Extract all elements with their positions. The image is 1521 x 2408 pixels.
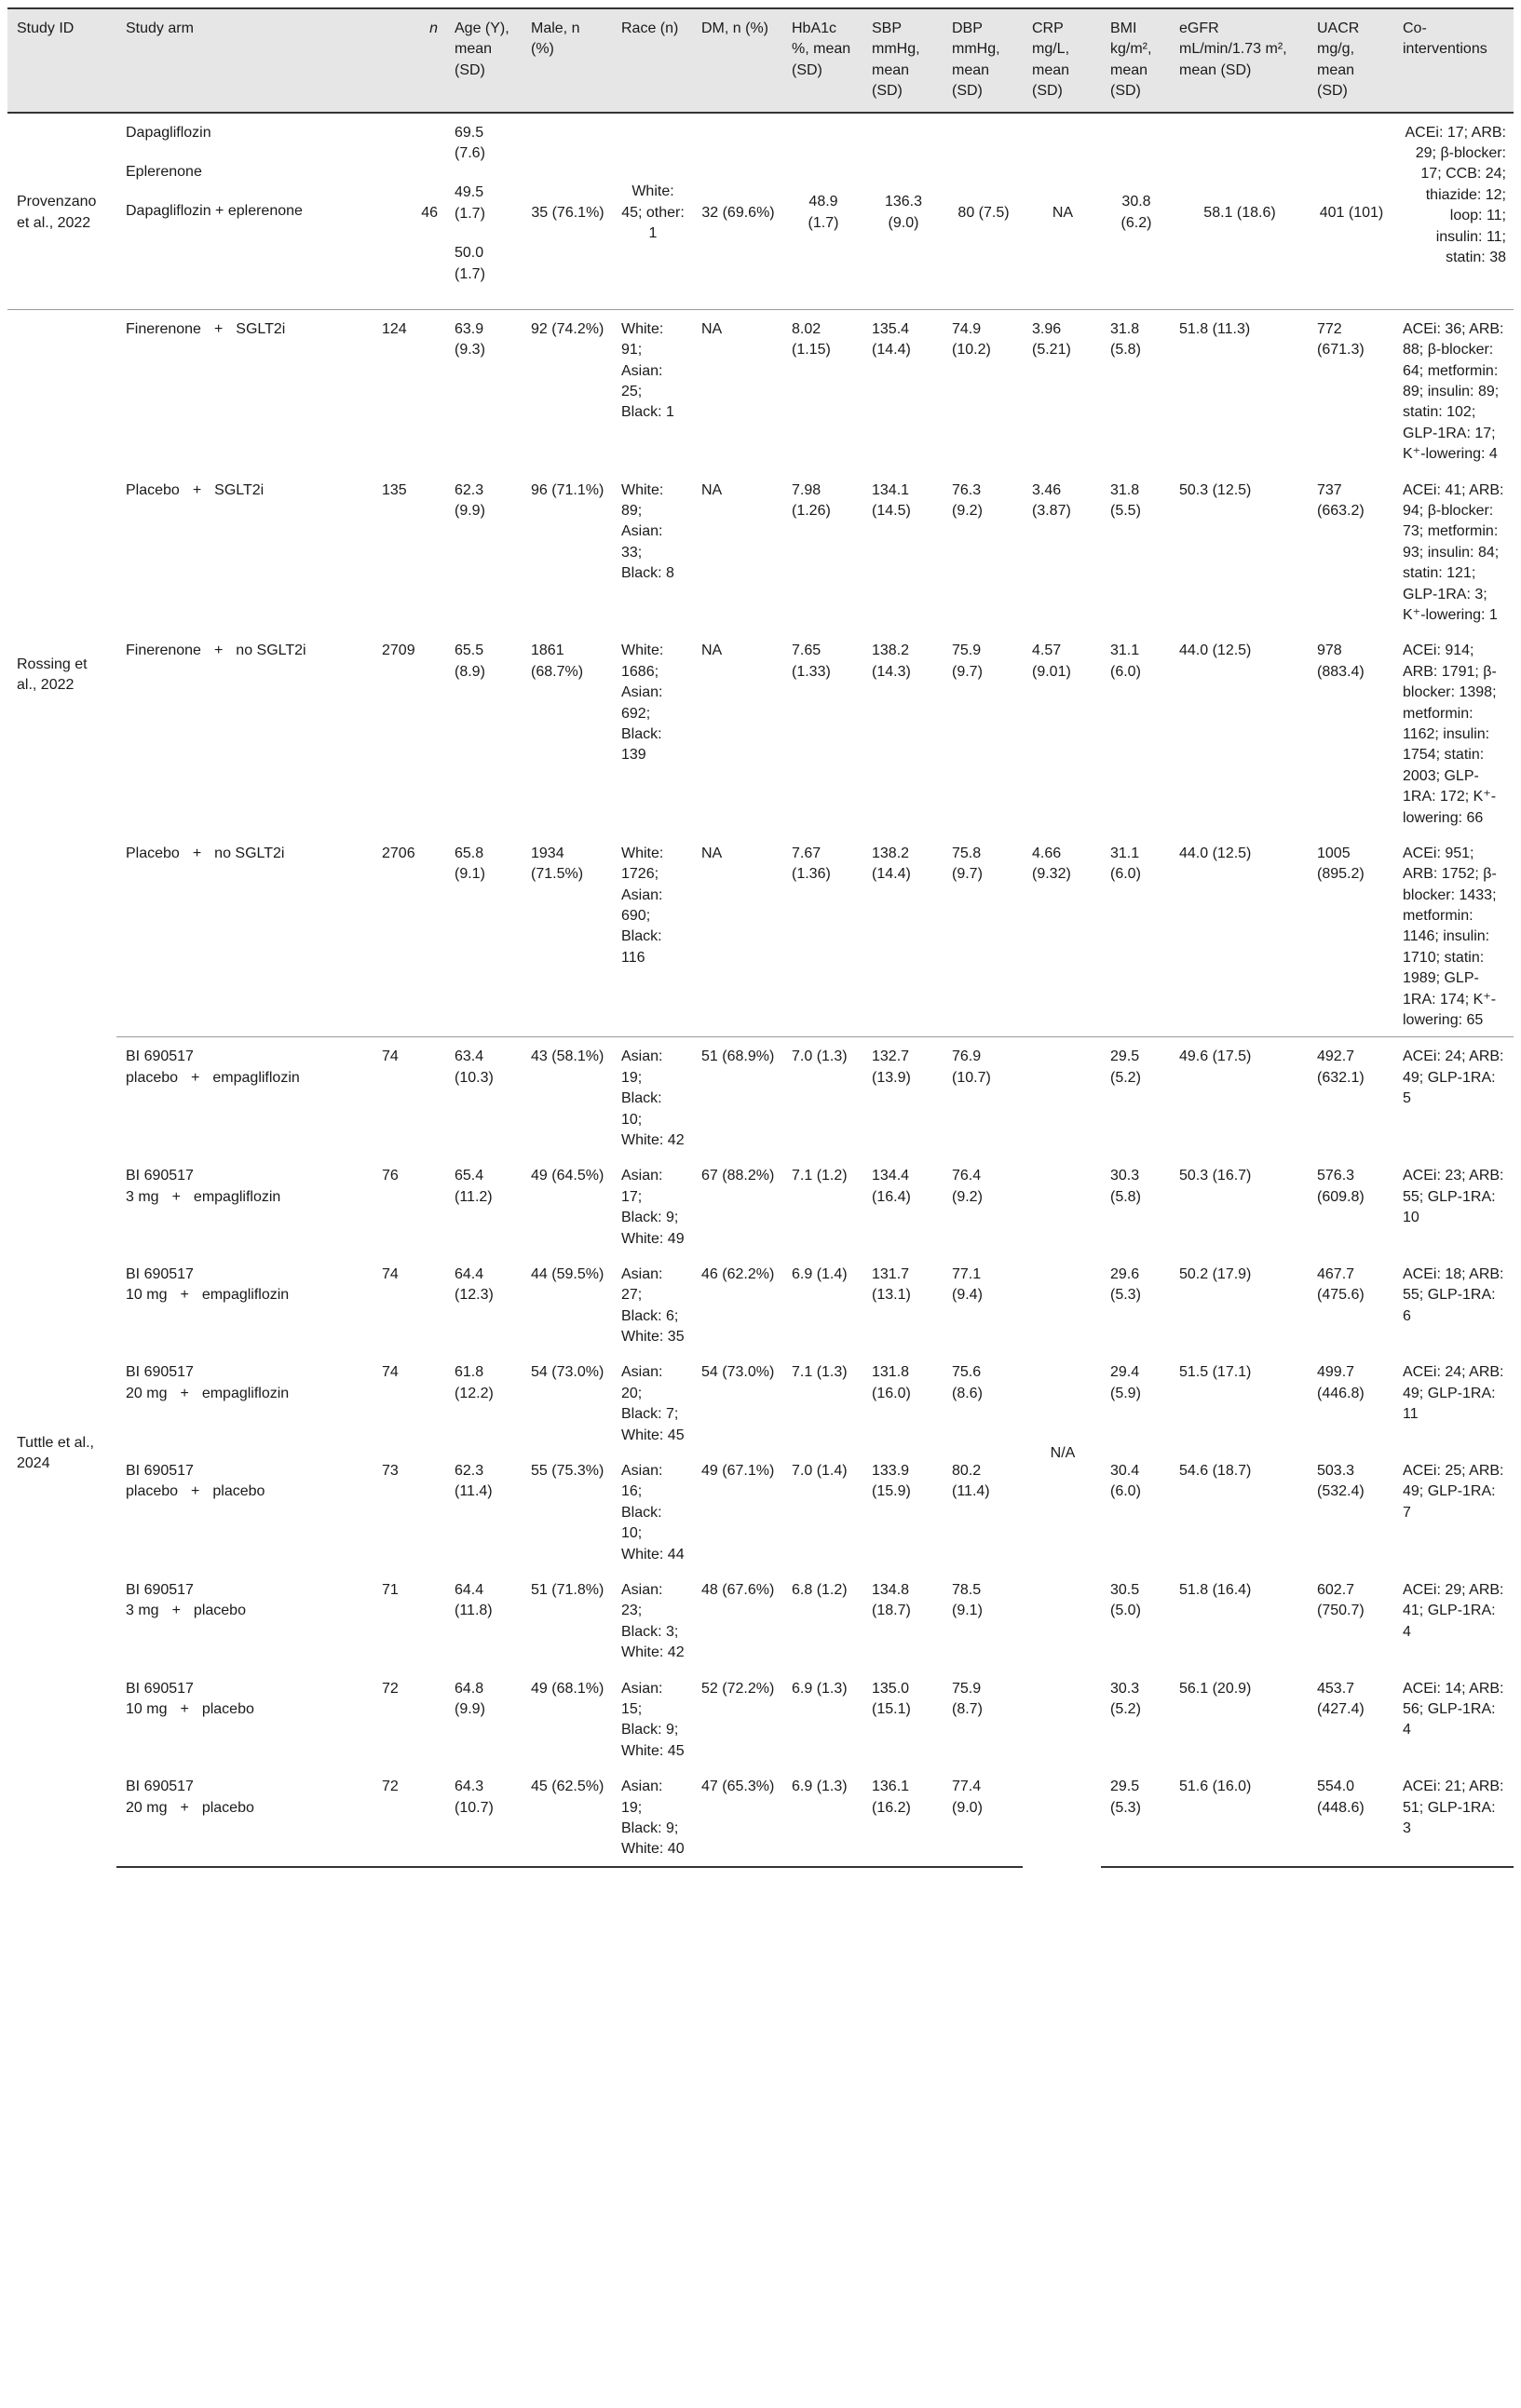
bmi-cell: 31.8 (5.8) (1110, 320, 1141, 358)
dm-cell: 49 (67.1%) (701, 1463, 775, 1480)
plus-sign: + (171, 1188, 181, 1205)
hba1c-cell: 8.02 (1.15) (792, 320, 831, 358)
hba1c-cell: 7.67 (1.36) (782, 834, 862, 1037)
bmi-cell: 31.1 (6.0) (1101, 834, 1170, 1037)
study-arm-drug: Finerenone (126, 643, 201, 659)
plus-sign: + (213, 320, 224, 337)
hba1c-cell: 6.9 (1.4) (792, 1265, 848, 1282)
hba1c-cell: 7.98 (1.26) (792, 481, 831, 520)
col-header-bmi: BMI kg/m², mean (SD) (1101, 8, 1170, 113)
uacr-cell: 453.7 (427.4) (1317, 1680, 1365, 1717)
egfr-cell: 44.0 (12.5) (1179, 643, 1252, 659)
plus-sign: + (191, 1483, 200, 1500)
study-id-cell: Provenzano et al., 2022 (7, 113, 116, 310)
bmi-cell: 29.5 (5.2) (1110, 1048, 1141, 1086)
study-arm-drug: BI 690517 (126, 1582, 194, 1598)
race-cell: White: 45; other: 1 (612, 113, 692, 310)
col-header-male: Male, n (%) (522, 8, 612, 113)
uacr-cell: 772 (671.3) (1317, 320, 1365, 358)
egfr-cell: 54.6 (18.7) (1179, 1463, 1252, 1480)
study-arm-cell (116, 834, 373, 1037)
male-cell: 1934 (71.5%) (522, 834, 612, 1037)
bmi-cell: 30.8 (6.2) (1101, 113, 1170, 310)
dm-cell: NA (701, 643, 723, 659)
age-cell: 65.8 (9.1) (445, 834, 522, 1037)
co-interventions-cell: ACEi: 25; ARB: 49; GLP-1RA: 7 (1403, 1463, 1504, 1521)
race-cell: Asian: 16; Black: 10; White: 44 (621, 1463, 685, 1562)
col-header-dbp: DBP mmHg, mean (SD) (943, 8, 1023, 113)
dbp-cell: 74.9 (10.2) (952, 320, 991, 358)
bmi-cell: 31.8 (5.5) (1110, 481, 1141, 520)
n-cell: 72 (373, 1767, 445, 1867)
sbp-cell: 136.1 (16.2) (862, 1767, 943, 1867)
crp-cell: 3.96 (5.21) (1032, 320, 1071, 358)
dbp-cell: 78.5 (9.1) (952, 1582, 983, 1619)
study-arm-cell (116, 1670, 373, 1768)
table-row (7, 1452, 1514, 1571)
egfr-cell: 58.1 (18.6) (1170, 113, 1308, 310)
uacr-cell: 737 (663.2) (1317, 481, 1365, 520)
egfr-cell: 51.8 (11.3) (1179, 320, 1251, 337)
table-row (7, 631, 1514, 834)
col-header-study-id: Study ID (7, 8, 116, 113)
hba1c-cell: 7.1 (1.2) (792, 1168, 848, 1184)
dbp-cell: 75.9 (9.7) (952, 643, 983, 680)
study-arm-dose: 10 mg (126, 1700, 168, 1717)
table-row (7, 309, 1514, 470)
study-arm-cell (116, 1157, 373, 1255)
hba1c-cell: 6.8 (1.2) (792, 1582, 848, 1598)
uacr-cell: 576.3 (609.8) (1317, 1168, 1365, 1205)
study-arm-cell (116, 113, 373, 310)
plus-sign: + (180, 1799, 189, 1816)
study-arm-dose: placebo (126, 1069, 179, 1086)
dbp-cell: 75.6 (8.6) (952, 1364, 983, 1401)
n-cell: 72 (382, 1680, 399, 1697)
hba1c-cell: 7.0 (1.3) (792, 1048, 848, 1065)
plus-sign: + (180, 1700, 189, 1717)
egfr-cell: 50.2 (17.9) (1179, 1265, 1252, 1282)
study-arm-cell (116, 1255, 373, 1354)
sbp-cell: 135.4 (14.4) (872, 320, 911, 358)
study-arm-cell (116, 1571, 373, 1670)
hba1c-cell: 7.1 (1.3) (792, 1364, 848, 1381)
n-cell: 124 (382, 320, 407, 337)
age-cell: 63.9 (9.3) (455, 320, 485, 358)
race-cell: White: 1686; Asian: 692; Black: 139 (621, 643, 664, 764)
study-arm-cell (116, 631, 373, 834)
uacr-cell: 1005 (895.2) (1308, 834, 1393, 1037)
bmi-cell: 29.4 (5.9) (1110, 1364, 1141, 1401)
sbp-cell: 134.4 (16.4) (872, 1168, 911, 1205)
age-cell: 65.5 (8.9) (455, 643, 485, 680)
dm-cell: 47 (65.3%) (692, 1767, 782, 1867)
study-arm-combo: placebo (212, 1483, 265, 1500)
bmi-cell: 30.5 (5.0) (1110, 1582, 1141, 1619)
race-cell: Asian: 19; Black: 10; White: 42 (621, 1048, 685, 1148)
co-interventions-cell: ACEi: 914; ARB: 1791; β-blocker: 1398; metformin: 1162; insulin: 1754; statin: 2003; GLP-1RA: 172; K⁺-lowering: 66 (1403, 643, 1497, 826)
dm-cell: 48 (67.6%) (701, 1582, 775, 1598)
uacr-cell: 602.7 (750.7) (1317, 1582, 1365, 1619)
co-interventions-cell: ACEi: 24; ARB: 49; GLP-1RA: 11 (1403, 1364, 1504, 1423)
study-arm-drug: BI 690517 (126, 1048, 194, 1065)
n-cell: 46 (373, 113, 445, 310)
crp-cell: 4.57 (9.01) (1032, 643, 1071, 680)
col-header-crp: CRP mg/L, mean (SD) (1023, 8, 1101, 113)
race-cell: Asian: 27; Black: 6; White: 35 (621, 1265, 685, 1346)
crp-cell: NA (1023, 113, 1101, 310)
egfr-cell: 50.3 (16.7) (1179, 1168, 1252, 1184)
co-interventions-cell: ACEi: 17; ARB: 29; β-blocker: 17; CCB: 24; thiazide: 12; loop: 11; insulin: 11; statin: 38 (1393, 113, 1514, 310)
study-arm-combo: placebo (201, 1799, 254, 1816)
co-interventions-cell: ACEi: 29; ARB: 41; GLP-1RA: 4 (1403, 1582, 1504, 1640)
n-cell: 135 (382, 481, 407, 498)
study-arm-cell (116, 1452, 373, 1571)
age-cell: 64.3 (10.7) (445, 1767, 522, 1867)
bmi-cell: 29.5 (5.3) (1101, 1767, 1170, 1867)
study-arm-cell (116, 1037, 373, 1157)
crp-cell: N/A (1050, 1445, 1076, 1462)
race-cell: Asian: 17; Black: 9; White: 49 (621, 1168, 685, 1247)
study-arm-drug: BI 690517 (126, 1364, 194, 1381)
dm-cell: NA (701, 481, 723, 498)
table-row (7, 1767, 1514, 1867)
age-item: 49.5 (1.7) (455, 184, 485, 222)
uacr-cell: 467.7 (475.6) (1317, 1265, 1365, 1304)
study-arm-drug: Finerenone (126, 320, 201, 337)
table-row (7, 834, 1514, 1037)
crp-cell: 3.46 (3.87) (1032, 481, 1071, 520)
study-arm-drug: BI 690517 (126, 1265, 194, 1282)
sbp-cell: 131.8 (16.0) (872, 1364, 911, 1401)
male-cell: 44 (59.5%) (531, 1265, 604, 1282)
male-cell: 49 (64.5%) (531, 1168, 604, 1184)
col-header-dm: DM, n (%) (692, 8, 782, 113)
n-cell: 2706 (373, 834, 445, 1037)
plus-sign: + (191, 1069, 200, 1086)
bmi-cell: 29.6 (5.3) (1110, 1265, 1141, 1304)
plus-sign: + (180, 1287, 189, 1304)
race-cell: Asian: 20; Black: 7; White: 45 (621, 1364, 685, 1443)
n-cell: 74 (382, 1048, 399, 1065)
study-arm-combo: empagliflozin (193, 1188, 281, 1205)
study-arm-combo: SGLT2i (236, 320, 286, 337)
race-cell: White: 1726; Asian: 690; Black: 116 (612, 834, 692, 1037)
n-cell: 74 (382, 1364, 399, 1381)
study-arm-dose: placebo (126, 1483, 179, 1500)
dm-cell: 54 (73.0%) (701, 1364, 775, 1381)
study-arm-combo: placebo (193, 1603, 246, 1619)
study-arm-drug: BI 690517 (126, 1779, 194, 1795)
study-arm-dose: 20 mg (126, 1799, 168, 1816)
n-cell: 76 (382, 1168, 399, 1184)
study-arm-cell (116, 1353, 373, 1452)
study-arm-drug: BI 690517 (126, 1168, 194, 1184)
n-cell: 73 (382, 1463, 399, 1480)
age-cell (445, 113, 522, 310)
dm-cell: 32 (69.6%) (692, 113, 782, 310)
table-row (7, 1571, 1514, 1670)
hba1c-cell: 7.0 (1.4) (792, 1463, 848, 1480)
age-cell: 63.4 (10.3) (455, 1048, 494, 1086)
plus-sign: + (180, 1385, 189, 1401)
study-arm-cell (116, 309, 373, 470)
col-header-study-arm: Study arm (116, 8, 373, 113)
race-cell: Asian: 15; Black: 9; White: 45 (621, 1680, 685, 1759)
col-header-uacr: UACR mg/g, mean (SD) (1308, 8, 1393, 113)
bmi-cell: 30.4 (6.0) (1110, 1463, 1141, 1500)
sbp-cell: 138.2 (14.4) (862, 834, 943, 1037)
egfr-cell: 51.8 (16.4) (1179, 1582, 1252, 1598)
study-arm-drug: BI 690517 (126, 1463, 194, 1480)
age-cell: 64.8 (9.9) (455, 1680, 485, 1717)
study-arm-item: Dapagliflozin (126, 124, 211, 141)
col-header-co-interventions: Co-interventions (1393, 8, 1514, 113)
hba1c-cell: 7.65 (1.33) (792, 643, 831, 680)
co-interventions-cell: ACEi: 18; ARB: 55; GLP-1RA: 6 (1403, 1265, 1504, 1324)
study-arm-combo: no SGLT2i (236, 643, 306, 659)
study-arm-drug: Placebo (126, 481, 180, 498)
male-cell: 51 (71.8%) (531, 1582, 604, 1598)
co-interventions-cell: ACEi: 21; ARB: 51; GLP-1RA: 3 (1393, 1767, 1514, 1867)
hba1c-cell: 6.9 (1.3) (782, 1767, 862, 1867)
table-row (7, 1157, 1514, 1255)
table-row (7, 1255, 1514, 1354)
bmi-cell: 30.3 (5.8) (1110, 1168, 1141, 1205)
dbp-cell: 76.3 (9.2) (952, 481, 983, 520)
study-arm-dose: 3 mg (126, 1603, 159, 1619)
egfr-cell: 49.6 (17.5) (1179, 1048, 1252, 1065)
male-cell: 43 (58.1%) (531, 1048, 604, 1065)
table-row (7, 471, 1514, 632)
study-arm-combo: empagliflozin (201, 1287, 290, 1304)
male-cell: 54 (73.0%) (531, 1364, 604, 1381)
co-interventions-cell: ACEi: 14; ARB: 56; GLP-1RA: 4 (1403, 1680, 1504, 1738)
co-interventions-cell: ACEi: 23; ARB: 55; GLP-1RA: 10 (1403, 1168, 1504, 1226)
co-interventions-cell: ACEi: 24; ARB: 49; GLP-1RA: 5 (1403, 1048, 1504, 1107)
race-cell: Asian: 23; Black: 3; White: 42 (621, 1582, 685, 1661)
study-arm-combo: empagliflozin (212, 1069, 300, 1086)
egfr-cell: 50.3 (12.5) (1179, 481, 1252, 498)
age-cell: 64.4 (11.8) (455, 1582, 493, 1619)
col-header-sbp: SBP mmHg, mean (SD) (862, 8, 943, 113)
baseline-characteristics-table (7, 7, 1514, 1868)
col-header-egfr: eGFR mL/min/1.73 m², mean (SD) (1170, 8, 1308, 113)
dm-cell: 67 (88.2%) (701, 1168, 775, 1184)
study-arm-dose: 20 mg (126, 1385, 168, 1401)
n-cell: 71 (382, 1582, 399, 1598)
egfr-cell: 44.0 (12.5) (1170, 834, 1308, 1037)
age-cell: 62.3 (9.9) (455, 481, 485, 520)
age-cell: 64.4 (12.3) (455, 1265, 494, 1304)
study-arm-drug: Placebo (126, 845, 180, 861)
col-header-n: n (373, 8, 445, 113)
col-header-hba1c: HbA1c %, mean (SD) (782, 8, 862, 113)
uacr-cell: 492.7 (632.1) (1317, 1048, 1365, 1086)
study-arm-cell (116, 1767, 373, 1867)
study-arm-combo: SGLT2i (214, 481, 265, 498)
col-header-race: Race (n) (612, 8, 692, 113)
dbp-cell: 77.4 (9.0) (943, 1767, 1023, 1867)
study-arm-item: Dapagliflozin + eplerenone (126, 203, 303, 220)
age-cell: 61.8 (12.2) (455, 1364, 494, 1401)
race-cell: White: 91; Asian: 25; Black: 1 (621, 320, 674, 421)
age-item: 50.0 (1.7) (455, 245, 485, 282)
n-cell: 74 (382, 1265, 399, 1282)
plus-sign: + (192, 481, 202, 498)
study-arm-combo: empagliflozin (201, 1385, 290, 1401)
header-row (7, 8, 1514, 113)
egfr-cell: 56.1 (20.9) (1179, 1680, 1252, 1697)
male-cell: 35 (76.1%) (522, 113, 612, 310)
dm-cell: NA (692, 834, 782, 1037)
co-interventions-cell: ACEi: 36; ARB: 88; β-blocker: 64; metformin: 89; insulin: 89; statin: 102; GLP-1RA: 17; K⁺-lowering: 4 (1403, 320, 1504, 463)
egfr-cell: 51.5 (17.1) (1179, 1364, 1252, 1381)
dm-cell: 52 (72.2%) (701, 1680, 775, 1697)
male-cell: 1861 (68.7%) (531, 643, 584, 680)
uacr-cell: 499.7 (446.8) (1317, 1364, 1365, 1401)
col-header-age: Age (Y), mean (SD) (445, 8, 522, 113)
study-arm-dose: 3 mg (126, 1188, 159, 1205)
egfr-cell: 51.6 (16.0) (1170, 1767, 1308, 1867)
study-arm-drug: BI 690517 (126, 1680, 194, 1697)
age-cell: 62.3 (11.4) (455, 1463, 493, 1500)
study-arm-item: Eplerenone (126, 163, 202, 180)
male-cell: 45 (62.5%) (522, 1767, 612, 1867)
plus-sign: + (213, 643, 224, 659)
study-arm-cell (116, 471, 373, 632)
study-arm-combo: placebo (201, 1700, 254, 1717)
male-cell: 96 (71.1%) (531, 481, 604, 498)
table-row (7, 113, 1514, 310)
study-id-cell: Tuttle et al., 2024 (17, 1434, 94, 1472)
race-cell: Asian: 19; Black: 9; White: 40 (612, 1767, 692, 1867)
study-arm-combo: no SGLT2i (214, 845, 285, 861)
sbp-cell: 133.9 (15.9) (872, 1463, 911, 1500)
sbp-cell: 136.3 (9.0) (862, 113, 943, 310)
table-row (7, 1670, 1514, 1768)
sbp-cell: 134.1 (14.5) (872, 481, 911, 520)
dbp-cell: 76.9 (10.7) (952, 1048, 991, 1086)
plus-sign: + (192, 845, 202, 861)
sbp-cell: 138.2 (14.3) (872, 643, 911, 680)
hba1c-cell: 6.9 (1.3) (792, 1680, 848, 1697)
male-cell: 55 (75.3%) (531, 1463, 604, 1480)
dbp-cell: 76.4 (9.2) (952, 1168, 983, 1205)
co-interventions-cell: ACEi: 41; ARB: 94; β-blocker: 73; metformin: 93; insulin: 84; statin: 121; GLP-1RA: 3; K⁺-lowering: 1 (1403, 481, 1504, 623)
bmi-cell: 31.1 (6.0) (1110, 643, 1141, 680)
sbp-cell: 132.7 (13.9) (872, 1048, 911, 1086)
sbp-cell: 131.7 (13.1) (872, 1265, 911, 1304)
male-cell: 92 (74.2%) (531, 320, 604, 337)
bmi-cell: 30.3 (5.2) (1110, 1680, 1141, 1717)
dm-cell: 46 (62.2%) (701, 1265, 775, 1282)
uacr-cell: 401 (101) (1308, 113, 1393, 310)
uacr-cell: 554.0 (448.6) (1308, 1767, 1393, 1867)
age-cell: 65.4 (11.2) (455, 1168, 493, 1205)
dbp-cell: 77.1 (9.4) (952, 1265, 983, 1304)
dbp-cell: 75.9 (8.7) (952, 1680, 983, 1717)
male-cell: 49 (68.1%) (531, 1680, 604, 1697)
dm-cell: NA (701, 320, 723, 337)
dbp-cell: 80.2 (11.4) (952, 1463, 990, 1500)
crp-cell: 4.66 (9.32) (1023, 834, 1101, 1037)
co-interventions-cell: ACEi: 951; ARB: 1752; β-blocker: 1433; metformin: 1146; insulin: 1710; statin: 1989; GLP-1RA: 174; K⁺-lowering: 65 (1393, 834, 1514, 1037)
uacr-cell: 503.3 (532.4) (1317, 1463, 1365, 1500)
age-item: 69.5 (7.6) (455, 124, 485, 161)
race-cell: White: 89; Asian: 33; Black: 8 (621, 481, 674, 582)
table-row (7, 1353, 1514, 1452)
sbp-cell: 134.8 (18.7) (872, 1582, 911, 1619)
dm-cell: 51 (68.9%) (701, 1048, 775, 1065)
plus-sign: + (171, 1603, 181, 1619)
sbp-cell: 135.0 (15.1) (872, 1680, 911, 1717)
table-row (7, 1037, 1514, 1157)
uacr-cell: 978 (883.4) (1317, 643, 1365, 680)
study-arm-dose: 10 mg (126, 1287, 168, 1304)
hba1c-cell: 48.9 (1.7) (782, 113, 862, 310)
study-id-cell: Rossing et al., 2022 (17, 656, 88, 694)
n-cell: 2709 (382, 643, 415, 659)
dbp-cell: 75.8 (9.7) (943, 834, 1023, 1037)
dbp-cell: 80 (7.5) (943, 113, 1023, 310)
